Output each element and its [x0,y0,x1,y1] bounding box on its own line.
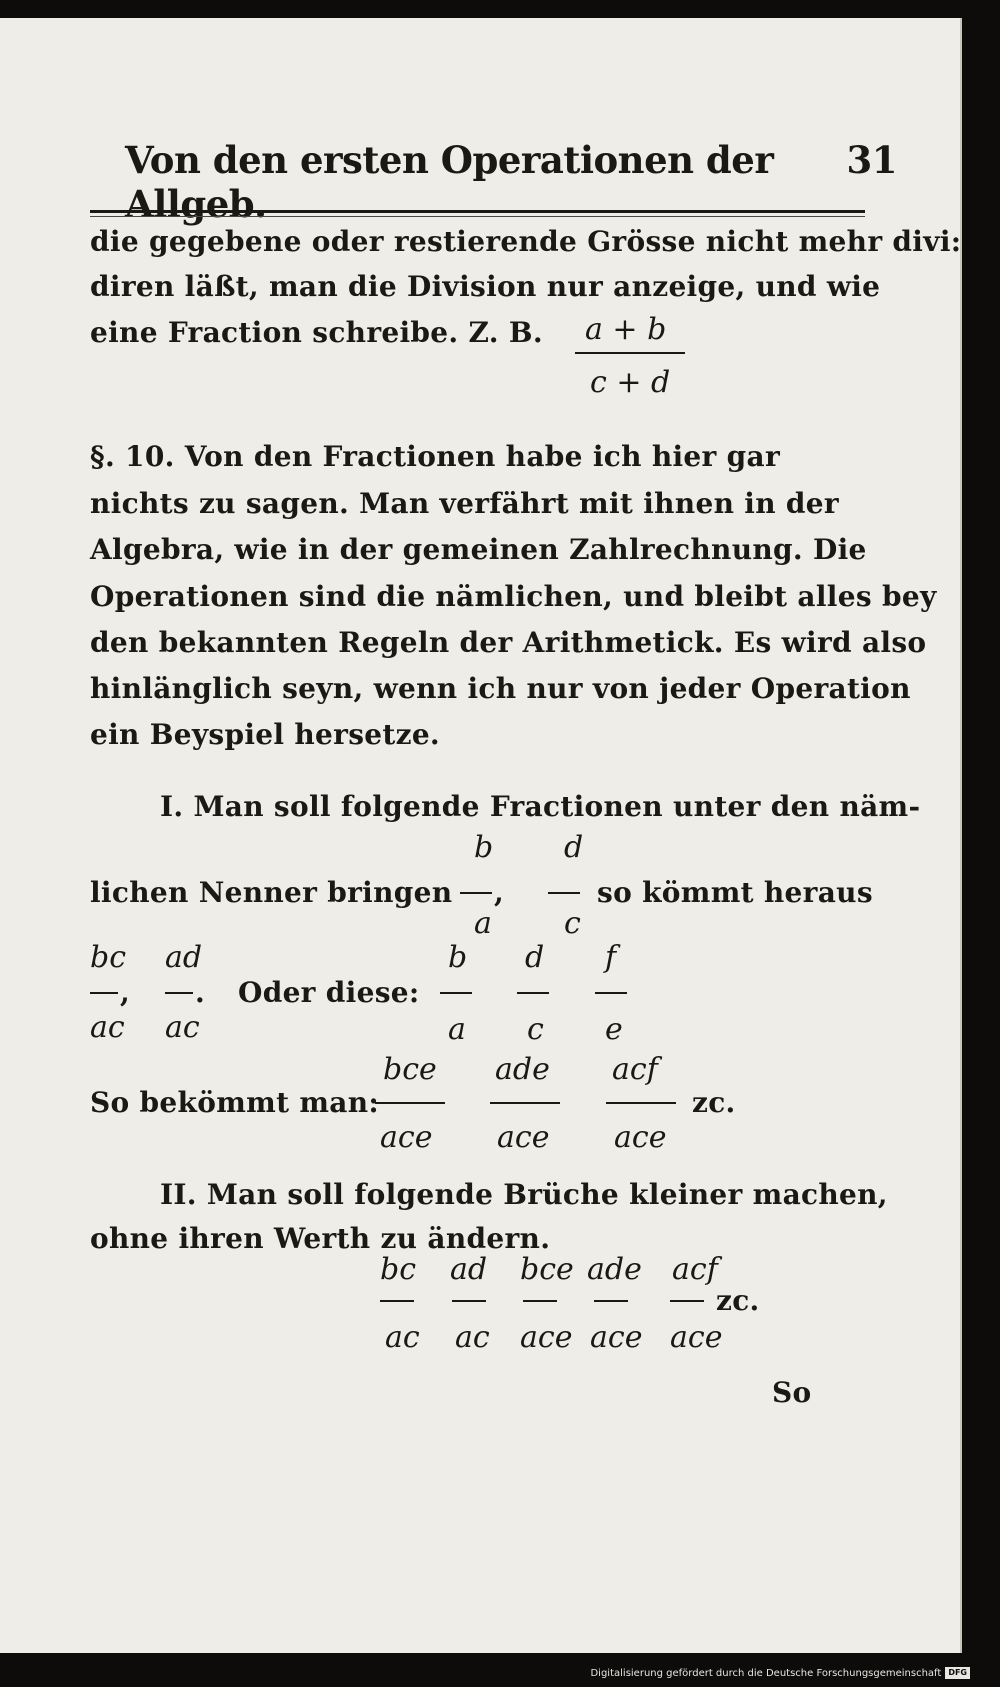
fraction-denominator: ace [614,1120,667,1155]
fraction-bar [523,1300,557,1302]
oder-label: Oder diese: [238,976,420,1009]
fraction-bar [440,992,472,994]
text-line: diren läßt, man die Division nur anzeige, und wie [90,270,881,303]
fraction-denominator: c [564,906,581,941]
so-label: So bekömmt man: [90,1086,380,1119]
fraction-bar [517,992,549,994]
fraction-numerator: acf [612,1052,658,1087]
text-line: I. Man soll folgende Fractionen unter den näm- [160,790,921,823]
fraction-bar [606,1102,676,1104]
fraction-denominator: ace [590,1320,643,1355]
text-line: Algebra, wie in der gemeinen Zahlrechnung. Die [90,533,867,566]
text-line: ein Beyspiel hersetze. [90,718,440,751]
fraction-numerator: b [448,940,468,975]
text-line: hinlänglich seyn, wenn ich nur von jeder Operation [90,672,911,705]
fraction-denominator: c [527,1012,544,1047]
comma: , [494,876,505,909]
fraction-denominator: ace [497,1120,550,1155]
fraction-numerator: bce [520,1252,574,1287]
fraction-numerator: bce [383,1052,437,1087]
fraction-bar [595,992,627,994]
running-title: Von den ersten Operationen der Allgeb. [125,138,774,226]
header-rule [90,210,865,213]
fraction-bar [375,1102,445,1104]
fraction-bar [575,352,685,354]
digitization-credit [590,1667,970,1679]
text-line: eine Fraction schreibe. Z. B. [90,316,543,349]
fraction-numerator: d [564,830,584,865]
fraction-denominator: ac [165,1010,200,1045]
text-line: Operationen sind die nämlichen, und bleibt alles bey [90,580,937,613]
fraction-bar [380,1300,414,1302]
fraction-denominator: c + d [590,365,671,400]
text-line: lichen Nenner bringen [90,876,453,909]
fraction-bar [460,892,492,894]
fraction-denominator: a [474,906,492,941]
fraction-bar [90,992,118,994]
fraction-numerator: acf [672,1252,718,1287]
fraction-denominator: ace [520,1320,573,1355]
fraction-numerator: b [474,830,494,865]
fraction-bar [490,1102,560,1104]
catchword: So [772,1376,812,1409]
comma: , [120,976,131,1009]
text-line: II. Man soll folgende Brüche kleiner machen, [160,1178,888,1211]
fraction-denominator: ace [670,1320,723,1355]
fraction-numerator: f [605,940,617,975]
fraction-denominator: ace [380,1120,433,1155]
fraction-denominator: ac [385,1320,420,1355]
text-line: die gegebene oder restierende Grösse nicht mehr divi: [90,225,962,258]
fraction-bar [548,892,580,894]
fraction-numerator: bc [90,940,127,975]
fraction-numerator: bc [380,1252,417,1287]
fraction-bar [452,1300,486,1302]
fraction-numerator: ade [495,1052,550,1087]
fraction-numerator: ad [165,940,203,975]
text-line: so kömmt heraus [597,876,873,909]
dfg-logo: DFG [945,1667,970,1679]
etc-mark: zc. [692,1086,736,1119]
fraction-bar [670,1300,704,1302]
text-line: §. 10. Von den Fractionen habe ich hier gar [90,440,780,473]
fraction-numerator: ad [450,1252,488,1287]
fraction-bar [165,992,193,994]
fraction-numerator: a + b [585,312,667,347]
fraction-numerator: ade [587,1252,642,1287]
credit-text: Digitalisierung gefördert durch die Deutsche Forschungsgemeinschaft [590,1667,942,1679]
text-line: den bekannten Regeln der Arithmetick. Es wird also [90,626,927,659]
etc-mark: zc. [716,1284,760,1317]
fraction-denominator: a [448,1012,466,1047]
fraction-denominator: ac [90,1010,125,1045]
text-line: nichts zu sagen. Man verfährt mit ihnen in der [90,487,839,520]
text-line: ohne ihren Werth zu ändern. [90,1222,551,1255]
fraction-denominator: ac [455,1320,490,1355]
fraction-bar [594,1300,628,1302]
fraction-denominator: e [605,1012,623,1047]
header-rule-thin [90,216,865,217]
page-number: 31 [846,138,897,182]
fraction-numerator: d [525,940,545,975]
period: . [195,976,206,1009]
